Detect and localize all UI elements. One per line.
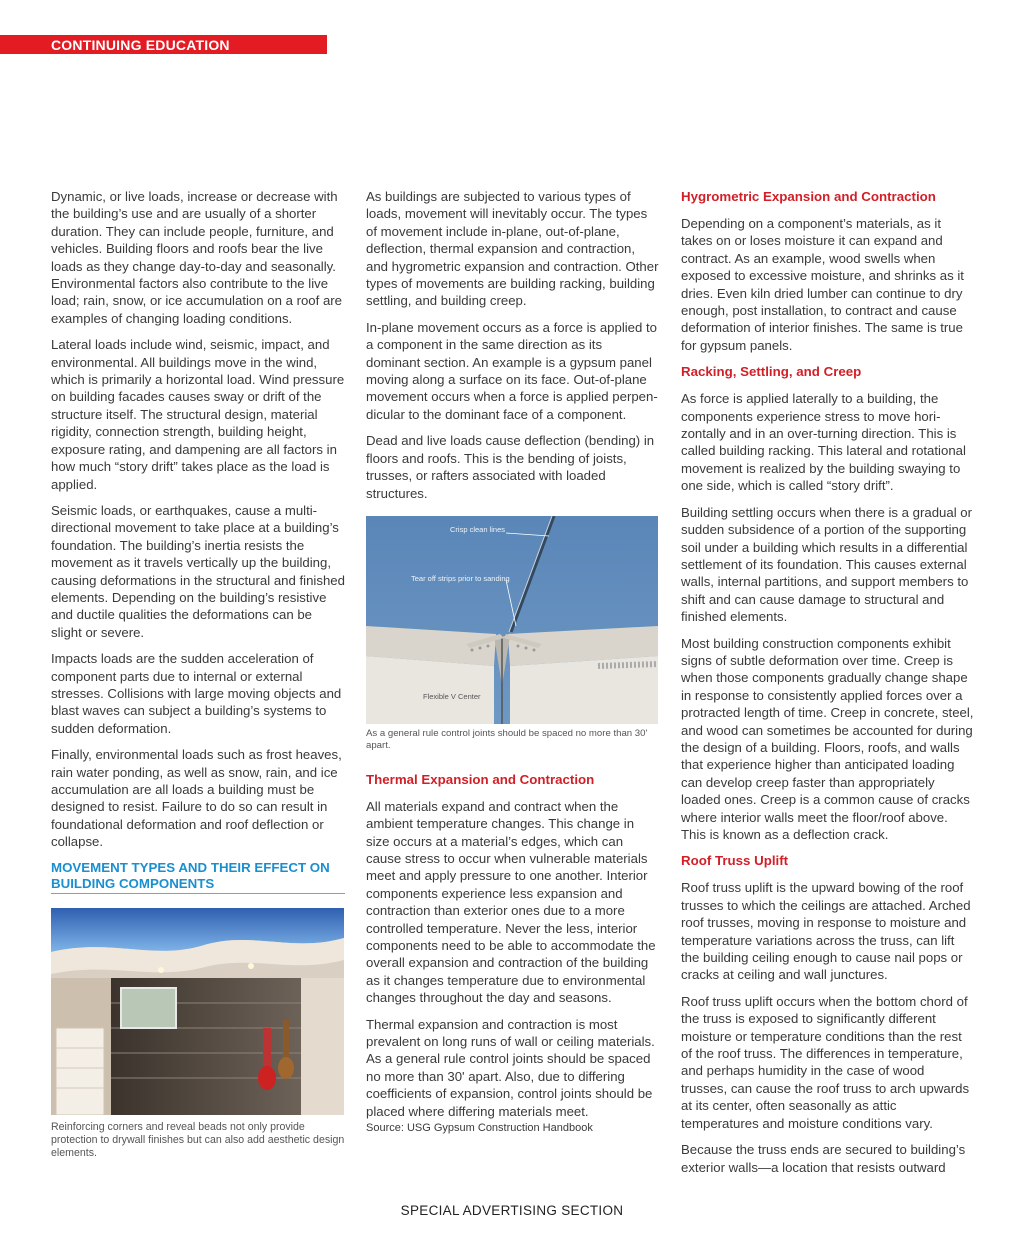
paragraph-hygrometric: Depending on a component’s materials, as it takes on or loses moisture it can expand and contract. As an example, wood swells when exposed to excessive moisture, and shrinks as it dries. Even kiln dried lumber can continue to dry enough, post installation, to contract and cause deformation of interior finishes. The same is true for gypsum panels. bbox=[681, 216, 964, 353]
section-banner bbox=[0, 35, 327, 54]
photo-caption: Reinforcing corners and reveal beads not only provide protection to drywall finishes but can also add aesthetic design elements. bbox=[51, 1120, 345, 1159]
paragraph-dynamic-loads: Dynamic, or live loads, increase or decrease with the building’s use and are usually of a shorter duration. They can include people, furniture, and vehicles. Building floors and roofs bear the live loads as they change day-to-day and seasonally. Environmental factors also contribute to the live load; rain, snow, or ice accumulation on a roof are examples of changing loading conditions. bbox=[51, 189, 343, 326]
footer-label: SPECIAL ADVERTISING SECTION bbox=[400, 1203, 624, 1218]
paragraph-lateral-loads: Lateral loads include wind, seismic, impact, and environmental. All buildings move in the wind, which is primarily a horizontal load. Wind pressure on building facades causes sway or drift of the structure itself. The structural design, material rigidity, connection strength, building height, exposure rating, and dampening are all factors in how much “story drift” takes place as the load is applied. bbox=[51, 337, 345, 492]
paragraph-in-plane: In-plane movement occurs as a force is applied to a component in the same direction as its dominant section. An example is a gypsum panel moving along a surface on its face. Out-of-plane movement occurs when a force is applied perpen-dicular to the dominant face of a component. bbox=[366, 319, 658, 422]
paragraph-environmental-loads: Finally, environmental loads such as frost heaves, rain water ponding, as well as snow, rain, and ice accumulation are all loads a building must be designed to resist. Failure to do so can result in foundational deformation and roof deflection or collapse. bbox=[51, 747, 342, 850]
paragraph-truss-1: Roof truss uplift is the upward bowing of the roof trusses to which the ceilings are attached. Arched roof trusses, moving in response to moisture and temperature variations across the truss, can lift the building ceiling enough to cause nail pops or cracks at ceiling and wall junctures. bbox=[681, 880, 971, 983]
control-joint-image bbox=[366, 516, 658, 724]
paragraph-truss-2: Roof truss uplift occurs when the bottom chord of the truss is exposed to significantly different moisture or temperature conditions than the rest of the roof truss. The differences in temperature, and perhaps humidity in the case of wood trusses, can cause the roof truss to arch upwards at its center, often seasonally as attic temperatures and moisture conditions vary. bbox=[681, 993, 970, 1131]
heading-roof-truss: Roof Truss Uplift bbox=[681, 853, 789, 869]
diagram-label-flexible-v: Flexible V Center bbox=[423, 691, 481, 701]
column-1 bbox=[51, 188, 345, 1160]
paragraph-thermal-2: Thermal expansion and contraction is most prevalent on long runs of wall or ceiling materials. As a general rule control joints should be spaced no more than 30' apart. Also, due to differing coefficients of expansion, control joints should be placed where differing materials meet. bbox=[366, 1016, 655, 1119]
section-heading-movement-types: MOVEMENT TYPES AND THEIR EFFECT ON BUILDING COMPONENTS bbox=[51, 860, 345, 894]
banner-label: CONTINUING EDUCATION bbox=[51, 37, 230, 53]
paragraph-movement-intro: As buildings are subjected to various types of loads, movement will inevitably occur. The types of movement include in-plane, out-of-plane, deflection, thermal expansion and contraction, and hygrometric expansion and contraction. Other types of movements are building racking, building settling, and building creep. bbox=[366, 189, 659, 309]
control-joint-diagram bbox=[366, 516, 658, 724]
paragraph-settling: Building settling occurs when there is a gradual or sudden subsidence of a portion of the supporting soil under a building which results in a differential settlement of its foundation. This causes external walls, internal partitions, and support members to shift and can cause damage to structural and finished elements. bbox=[681, 504, 973, 625]
paragraph-creep: Most building construction components exhibit signs of subtle deformation over time. Creep is when those components gradually change shape in response to consistently applied forces over a protracted length of time. Creep in concrete, steel, and wood can sometimes be accounted for during the design of a building. Floors, roofs, and walls that experience higher than anticipated loading can develop creep faster than appropriately loaded ones. Creep is a common cause of cracks where interior walls meet the floor/roof above. This is known as a deflection crack. bbox=[681, 635, 974, 842]
heading-thermal-expansion: Thermal Expansion and Contraction bbox=[366, 771, 595, 787]
interior-photo bbox=[51, 908, 344, 1115]
source-note: Source: USG Gypsum Construction Handbook bbox=[366, 1122, 593, 1135]
paragraph-impact-loads: Impacts loads are the sudden acceleration of component parts due to internal or external stresses. Collisions with large moving objects and blast waves can subject a building’s systems to sudden deformation. bbox=[51, 651, 342, 736]
paragraph-thermal-1: All materials expand and contract when the ambient temperature changes. This change in size occurs at a material’s edges, which can cause stress to occur when vulnerable materials meet and apply pressure to one another. Interior components experience less expansion and contraction than exterior ones due to a more controlled temperature. Never the less, interior components need to be able to accommodate the overall expansion and contraction of the building as it changes temperature due to environmental changes throughout the day and seasons. bbox=[366, 798, 656, 1006]
diagram-label-crisp-lines: Crisp clean lines bbox=[450, 524, 506, 534]
paragraph-deflection: Dead and live loads cause deflection (bending) in floors and roofs. This is the bending of joists, trusses, or rafters associated with loaded structures. bbox=[366, 433, 655, 501]
column-2 bbox=[366, 188, 659, 1144]
paragraph-seismic-loads: Seismic loads, or earthquakes, cause a multi-directional movement to take place at a building’s foundation. The building’s inertia resists the movement as it travels vertically up the building, causing deformations in the structural and finished elements. Depending on the building’s resistive and ductile qualities the deformations can be slight or severe. bbox=[51, 502, 345, 640]
paragraph-racking: As force is applied laterally to a building, the components experience stress to move hori-zontally and in an over-turning direction. This is called building racking. This lateral and rotational movement is realized by the building swaying to one side, which is called “story drift”. bbox=[681, 391, 966, 494]
diagram-label-tear-off-strips: Tear off strips prior to sanding bbox=[411, 573, 510, 583]
heading-racking: Racking, Settling, and Creep bbox=[681, 364, 862, 380]
paragraph-truss-3: Because the truss ends are secured to building’s exterior walls—a location that resists outward bbox=[681, 1142, 966, 1175]
diagram-caption: As a general rule control joints should be spaced no more than 30' apart. bbox=[366, 727, 648, 752]
column-3 bbox=[681, 188, 974, 1185]
heading-hygrometric: Hygrometric Expansion and Contraction bbox=[681, 189, 936, 204]
